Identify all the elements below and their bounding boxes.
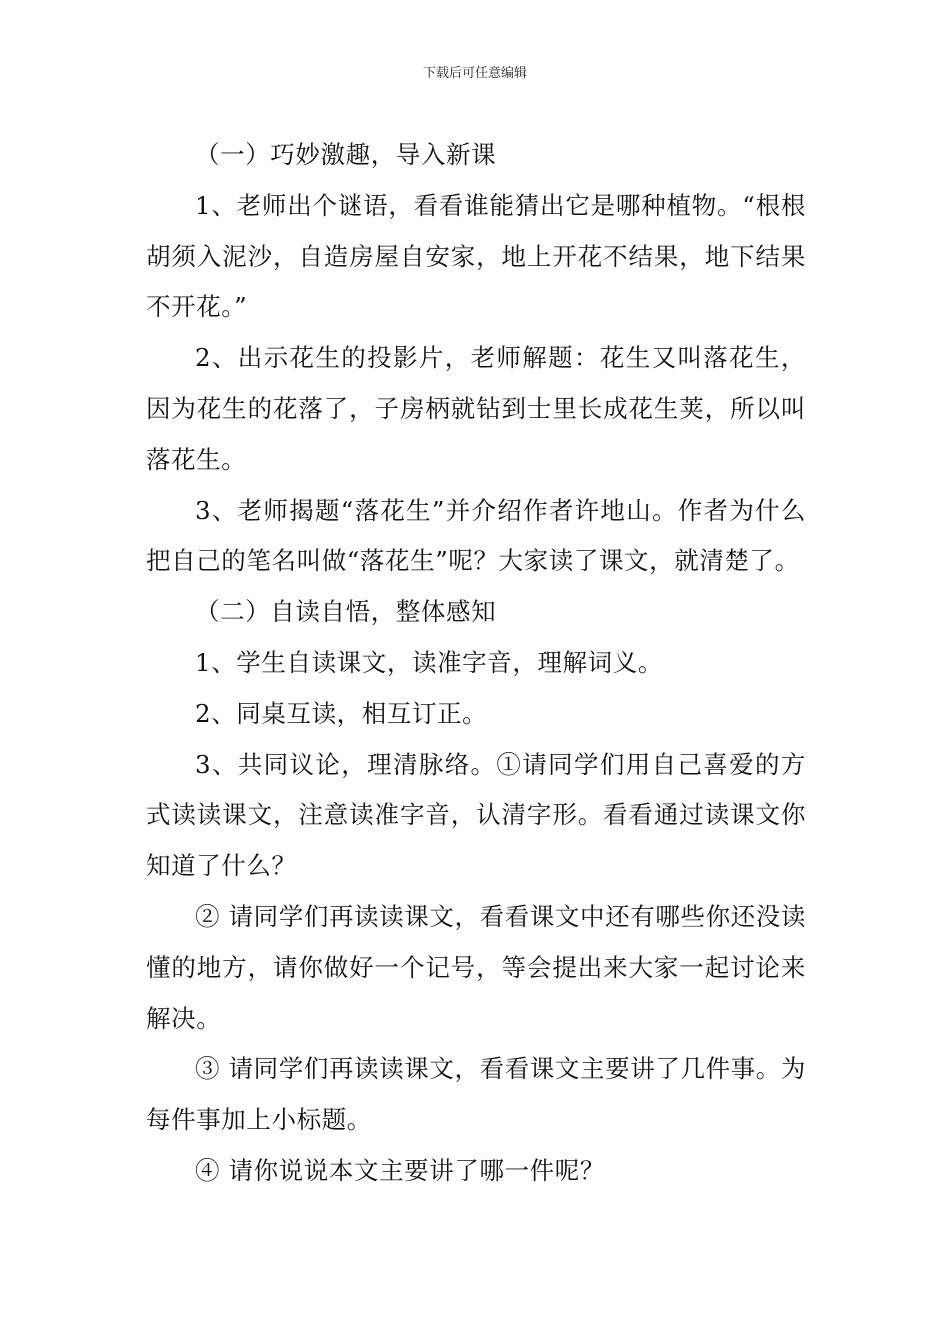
paragraph-peer-reading: 2、同桌互读，相互订正。 bbox=[195, 698, 488, 728]
document-body bbox=[146, 130, 806, 1197]
page-header-note: 下载后可任意编辑 bbox=[422, 66, 527, 81]
paragraph-discussion: 3、共同议论，理清脉络。①请同学们用自己喜爱的方式读读课文，注意读准字音，认清字形。看看通过读课文你知道了什么？ bbox=[146, 749, 806, 881]
paragraph-self-reading: 1、学生自读课文，读准字音，理解词义。 bbox=[195, 647, 663, 677]
paragraph-question-2: ② 请同学们再读读课文，看看课文中还有哪些你还没读懂的地方，请你做好一个记号，等会提出来大家一起讨论来解决。 bbox=[146, 901, 806, 1033]
paragraph-title-intro: 3、老师揭题“落花生”并介绍作者许地山。作者为什么把自己的笔名叫做“落花生”呢？大家读了课文，就清楚了。 bbox=[146, 495, 806, 576]
section-heading-2: （二）自读自悟，整体感知 bbox=[195, 597, 497, 627]
paragraph-riddle: 1、老师出个谜语，看看谁能猜出它是哪种植物。“根根胡须入泥沙，自造房屋自安家，地上开花不结果，地下结果不开花。” bbox=[146, 190, 806, 322]
paragraph-question-4: ④ 请你说说本文主要讲了哪一件呢？ bbox=[195, 1155, 605, 1185]
section-heading-1: （一）巧妙激趣，导入新课 bbox=[195, 140, 497, 169]
paragraph-question-3: ③ 请同学们再读读课文，看看课文主要讲了几件事。为每件事加上小标题。 bbox=[146, 1054, 806, 1135]
paragraph-slide-explanation: 2、出示花生的投影片，老师解题：花生又叫落花生，因为花生的花落了，子房柄就钻到士里长成花生荚，所以叫落花生。 bbox=[146, 343, 806, 474]
